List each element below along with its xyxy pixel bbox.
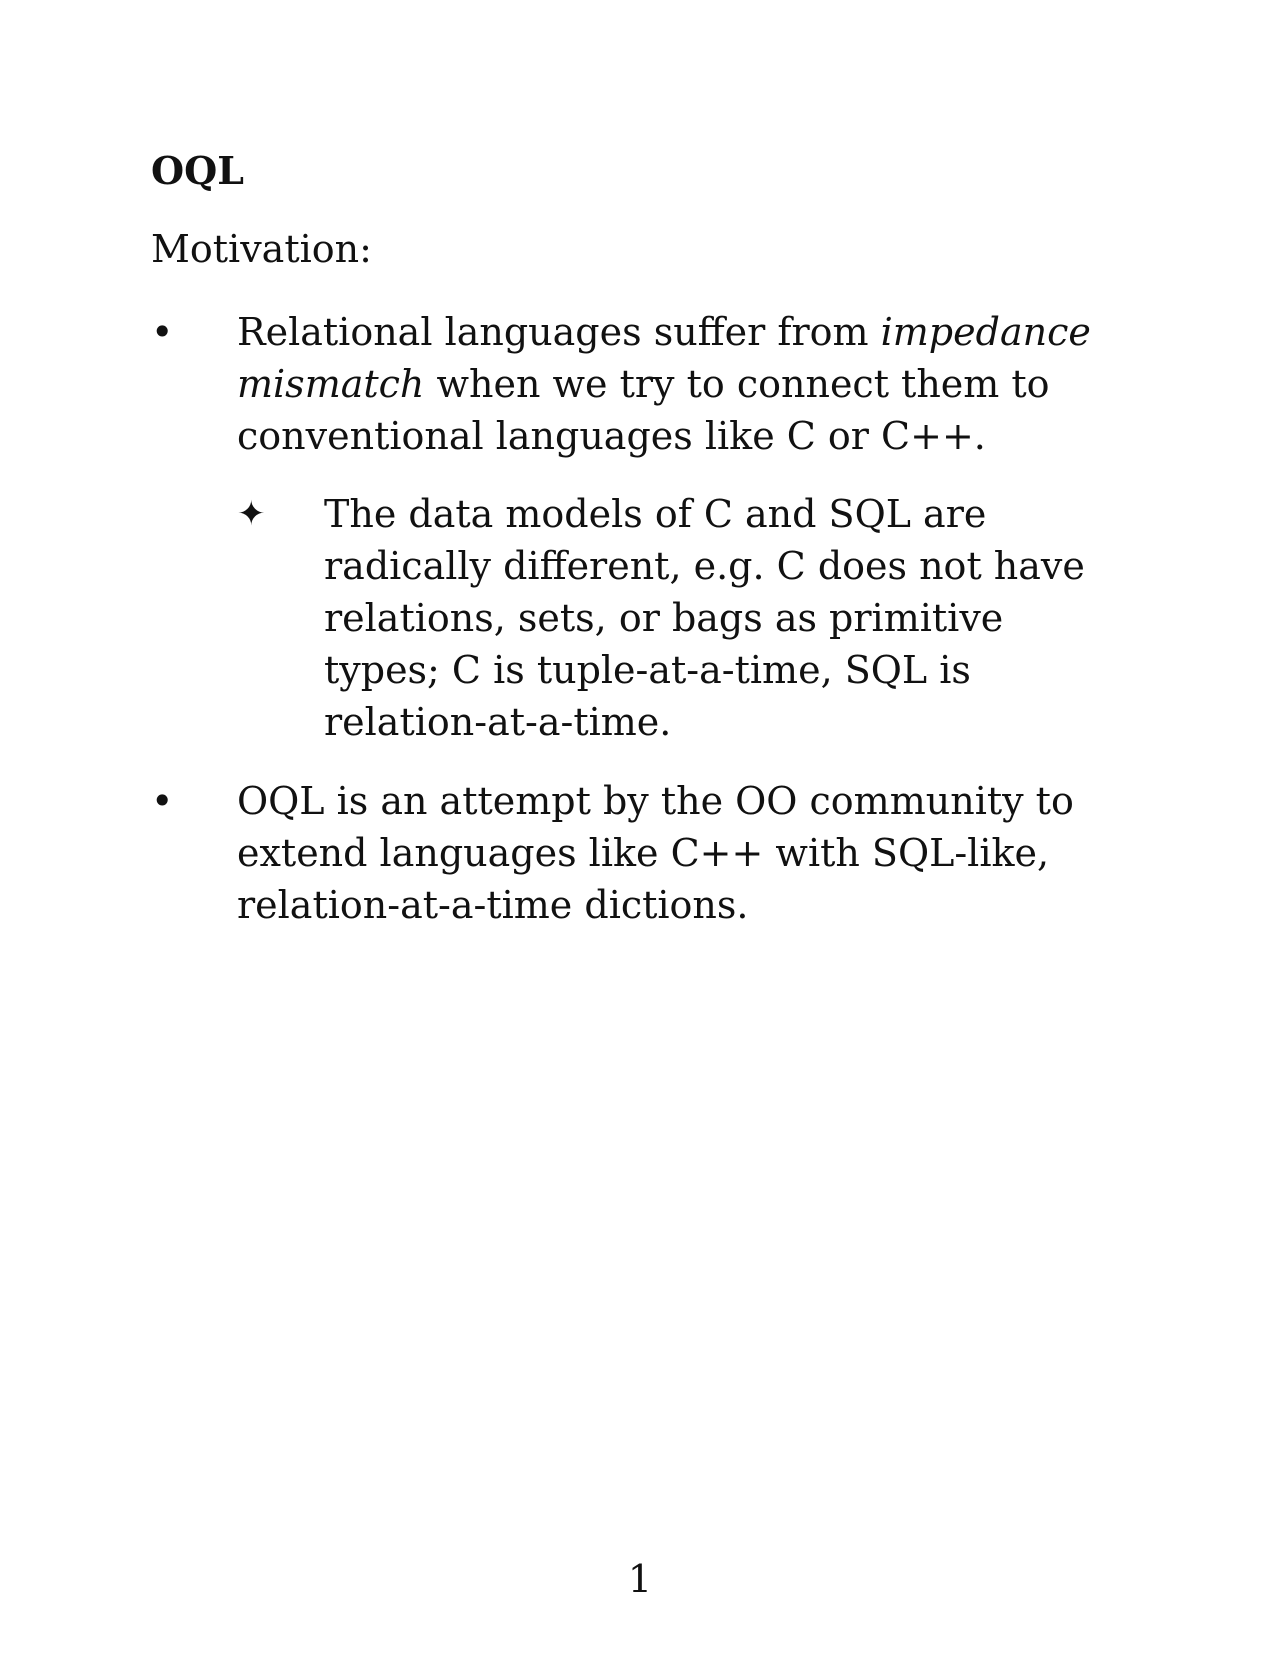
page-title: OQL bbox=[151, 148, 244, 193]
bullet-icon: • bbox=[151, 310, 174, 354]
list-item-text-part1: Relational languages suffer from bbox=[237, 310, 881, 354]
sub-list-item-text: The data models of C and SQL are radically different, e.g. C does not have relations, sets, or bags as primitive types; C is tuple-at-a-time, SQL is relation-at-a-time. bbox=[324, 492, 1085, 744]
list-item-text bbox=[237, 306, 1107, 462]
list-item-text: OQL is an attempt by the OO community to extend languages like C++ with SQL-like, relation-at-a-time dictions. bbox=[237, 779, 1074, 927]
bullet-icon: • bbox=[151, 779, 174, 823]
emphasis-term: impedance mismatch bbox=[237, 310, 1091, 406]
page-number: 1 bbox=[627, 1557, 653, 1601]
section-label: Motivation: bbox=[151, 227, 372, 271]
list-item-text-part2: when we try to connect them to conventional languages like C or C++. bbox=[237, 362, 1050, 458]
star-bullet-icon: ✦ bbox=[237, 494, 266, 534]
